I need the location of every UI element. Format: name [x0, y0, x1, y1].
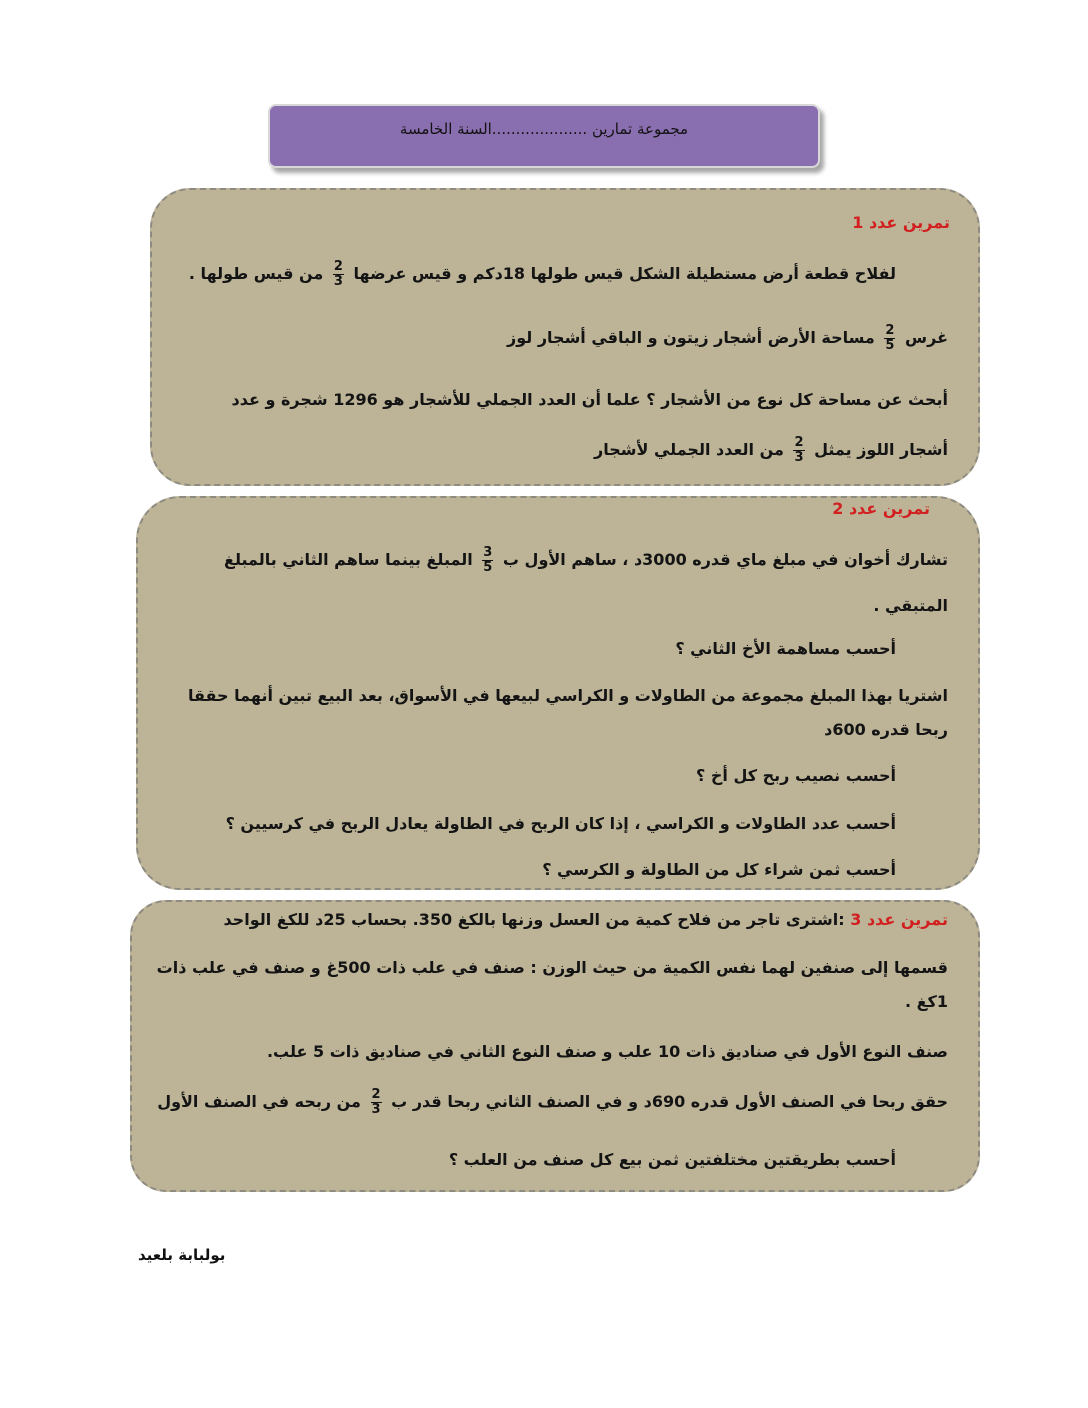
exercise-1-line-2: غرس $\frac{2}{5}$ مساحة الأرض أشجار زيتون و الباقي أشجار لوز — [507, 323, 948, 353]
exercise-2-line-8: أحسب ثمن شراء كل من الطاولة و الكرسي ؟ — [542, 860, 896, 879]
exercise-2-title: تمرين عدد 2 — [832, 499, 930, 518]
exercise-3-line-4: صنف النوع الأول في صناديق ذات 10 علب و صنف النوع الثاني في صناديق ذات 5 علب. — [266, 1042, 948, 1061]
exercise-3-line-3: 1كغ . — [904, 992, 948, 1011]
author-signature: بولبابة بلعيد — [138, 1246, 226, 1264]
exercise-3-line-6: أحسب بطريقتين مختلفتين ثمن بيع كل صنف من العلب ؟ — [448, 1150, 896, 1169]
exercise-2-line-6: أحسب نصيب ربح كل أخ ؟ — [696, 766, 896, 785]
exercise-3-line-5: حقق ربحا في الصنف الأول قدره 690د و في الصنف الثاني ربحا قدر ب $\frac{2}{3}$ من ربحه في الصنف الأول — [157, 1087, 948, 1117]
exercise-2-line-7: أحسب عدد الطاولات و الكراسي ، إذا كان الربح في الطاولة يعادل الربح في كرسيين ؟ — [225, 814, 896, 833]
fraction: $\frac{2}{5}$ — [885, 323, 895, 353]
exercise-1-title: تمرين عدد 1 — [852, 213, 950, 232]
page-header — [268, 104, 820, 168]
fraction: $\frac{2}{3}$ — [333, 259, 343, 289]
exercise-3-line-2: قسمها إلى صنفين لهما نفس الكمية من حيث الوزن : صنف في علب ذات 500غ و صنف في علب ذات — [156, 958, 948, 977]
exercise-2-line-2: المتبقي . — [873, 596, 948, 615]
exercise-3-line-1: تمرين عدد 3 :اشترى تاجر من فلاح كمية من العسل وزنها بالكغ 350. بحساب 25د للكغ الواحد — [223, 910, 948, 929]
fraction: $\frac{2}{3}$ — [371, 1087, 381, 1117]
fraction: $\frac{3}{5}$ — [483, 545, 493, 575]
exercise-2-line-4: اشتريا بهذا المبلغ مجموعة من الطاولات و الكراسي لبيعها في الأسواق، بعد البيع تبين أنهما حققا — [188, 686, 948, 705]
exercise-1-line-3: أبحث عن مساحة كل نوع من الأشجار ؟ علما أن العدد الجملي للأشجار هو 1296 شجرة و عدد — [231, 390, 948, 409]
exercise-2-line-1: تشارك أخوان في مبلغ ماي قدره 3000د ، ساهم الأول ب $\frac{3}{5}$ المبلغ بينما ساهم الثاني بالمبلغ — [224, 545, 948, 575]
exercise-3-title: تمرين عدد 3 — [850, 910, 948, 929]
exercise-2-line-3: أحسب مساهمة الأخ الثاني ؟ — [675, 639, 896, 658]
exercise-1-line-1: لفلاح قطعة أرض مستطيلة الشكل قيس طولها 18دكم و قيس عرضها $\frac{2}{3}$ من قيس طولها . — [188, 259, 896, 289]
fraction: $\frac{2}{3}$ — [794, 435, 804, 465]
exercise-2-line-5: ربحا قدره 600د — [824, 720, 948, 739]
header-title: مجموعة تمارين ....................السنة الخامسة — [399, 120, 689, 138]
exercise-1-line-4: أشجار اللوز يمثل $\frac{2}{3}$ من العدد الجملي لأشجار — [594, 435, 948, 465]
